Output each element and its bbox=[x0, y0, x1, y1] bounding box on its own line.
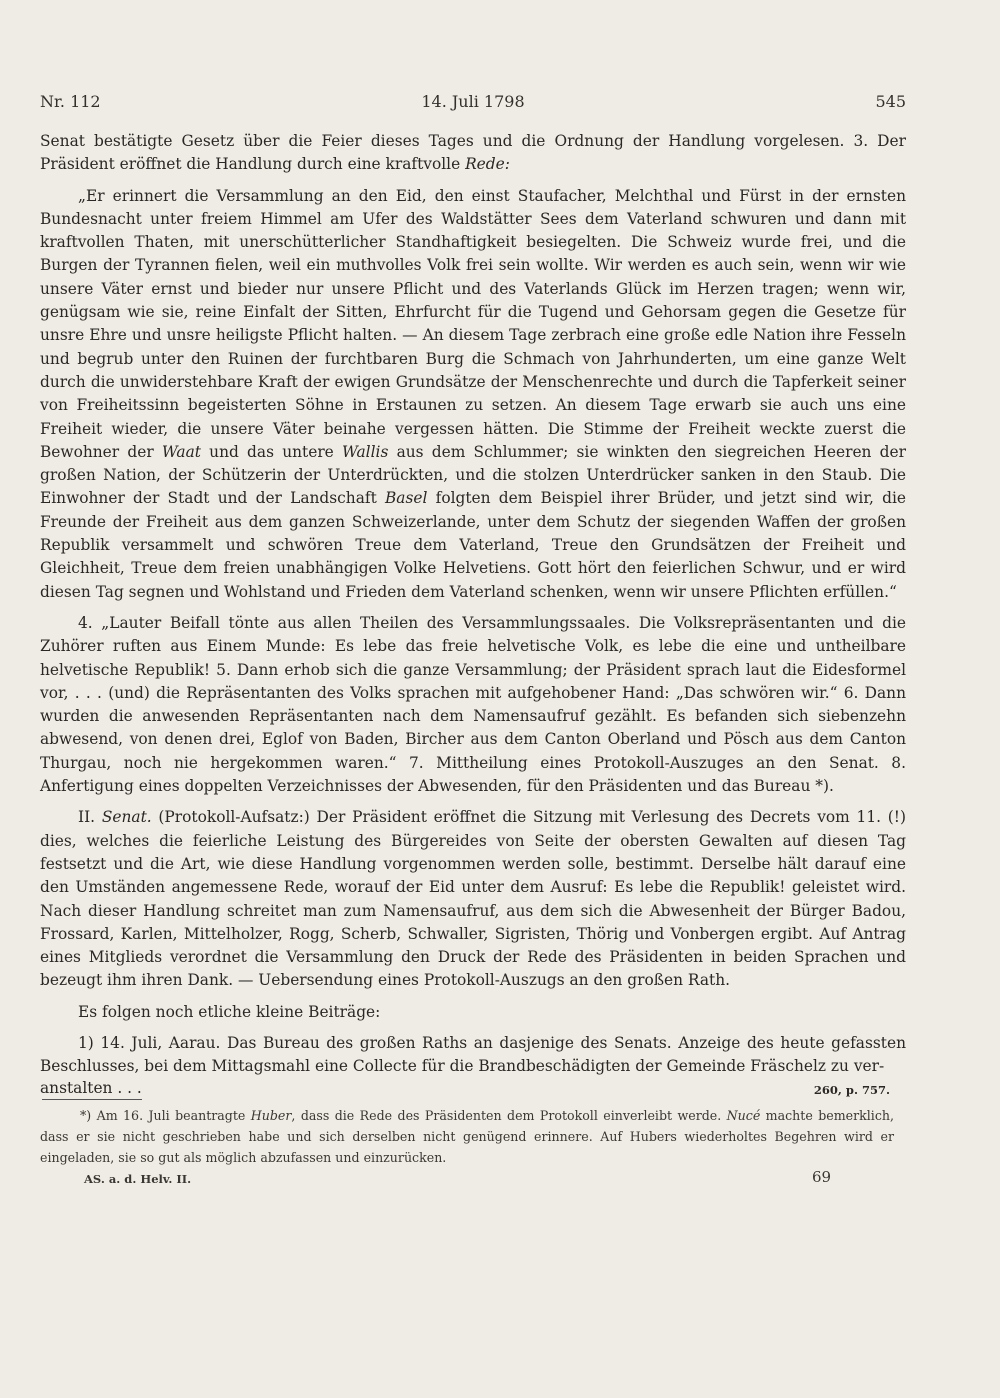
footnote bbox=[40, 1105, 894, 1168]
footnote-segment: , dass die Rede des Präsidenten dem Protokoll einverleibt werde. bbox=[291, 1108, 727, 1123]
paragraph-text: : bbox=[504, 155, 510, 174]
paragraph-text: und das untere bbox=[200, 442, 343, 461]
document-number: Nr. 112 bbox=[40, 92, 101, 111]
paragraph-beitraege: Es folgen noch etliche kleine Beiträge: bbox=[78, 1002, 381, 1021]
paragraph-item-1-end bbox=[40, 1077, 906, 1101]
paragraph-intro bbox=[40, 130, 906, 177]
emphasis-rede: Rede bbox=[465, 155, 505, 174]
body-text bbox=[40, 130, 906, 1101]
running-head bbox=[40, 92, 906, 118]
paragraph-text: Senat bestätigte Gesetz über die Feier dieses Tages und die Ordnung der Handlung vorgelesen. 3. Der Präsident eröffnet die Handlung durch eine kraftvolle bbox=[40, 132, 906, 174]
paragraph-items-4-8: 4. „Lauter Beifall tönte aus allen Theilen des Versammlungssaales. Die Volksrepräsentanten und die Zuhörer ruften aus Einem Munde: Es lebe das freie helvetische Volk, es lebe die eine und untheilbare helvetische Republik! 5. Dann erhob sich die ganze Versammlung; der Präsident sprach laut die Eidesformel vor, . . . (und) die Repräsentanten des Volks sprachen mit aufgehobener Hand: „Das schwören wir.“ 6. Dann wurden die anwesenden Repräsentanten nach dem Namensaufruf gezählt. Es befanden sich siebenzehn abwesend, von denen drei, Eglof von Baden, Bircher aus dem Canton Oberland und Pösch aus dem Canton Thurgau, noch nie hergekommen waren.“ 7. Mittheilung eines Protokoll-Auszuges an den Senat. 8. Anfertigung eines doppelten Verzeichnisses der Abwesenden, für den Präsidenten und das Bureau *). bbox=[40, 613, 906, 796]
page-number: 545 bbox=[875, 92, 906, 111]
footnote-segment: *) Am 16. Juli beantragte bbox=[80, 1108, 251, 1123]
emphasis-senat: Senat. bbox=[101, 808, 152, 827]
paragraph-text: folgten dem Beispiel ihrer Brüder, und jetzt sind wir, die Freunde der Freiheit aus dem ganzen Schweizerlande, unter dem Schutz der siegenden Waffen der großen Republik versammelt und schwören Treue dem Vaterland, Treue den Grundsätzen der Freiheit und Gleichheit, Treue dem freien unabhängigen Volke Helvetiens. Gott hört den feierlichen Schwur, und er wird diesen Tag segnen und Wohlstand und Frieden dem Vaterland schenken, wenn wir unsere Pflichten erfüllen.“ bbox=[40, 489, 906, 601]
paragraph-senat bbox=[40, 806, 906, 992]
paragraph-text: II. bbox=[78, 808, 102, 827]
document-date: 14. Juli 1798 bbox=[421, 92, 525, 111]
paragraph-speech bbox=[40, 185, 906, 604]
source-reference: 260, p. 757. bbox=[813, 1082, 890, 1097]
paragraph-text: (Protokoll-Aufsatz:) Der Präsident eröffnet die Sitzung mit Verlesung des Decrets vom 11. (!) dies, welches die feierliche Leistung des Bürgereides von Seite der obersten Gewalten auf diesen Tag festsetzt und die Art, wie diese Handlung vorgenommen werden solle, bestimmt. Derselbe hält darauf eine den Umständen angemessene Rede, worauf der Eid unter dem Ausruf: Es lebe die Republik! geleistet wird. Nach dieser Handlung schreitet man zum Namensaufruf, aus dem sich die Abwesenheit der Bürger Badou, Frossard, Karlen, Mittelholzer, Rogg, Scherb, Schwaller, Sigristen, Thörig und Vonbergen ergibt. Auf Antrag eines Mitglieds verordnet die Versammlung den Druck der Rede des Präsidenten in beiden Sprachen und bezeugt ihm ihren Dank. — Uebersendung eines Protokoll-Auszugs an den großen Rath. bbox=[40, 808, 906, 990]
paragraph-text: „Er erinnert die Versammlung an den Eid, den einst Staufacher, Melchthal und Fürst in der ernsten Bundesnacht unter freiem Himmel am Ufer des Waldstätter Sees dem Vaterland schwuren und dann mit kraftvollen Thaten, mit unerschütterlicher Standhaftigkeit besiegelten. Die Schweiz wurde frei, und die Burgen der Tyrannen fielen, weil ein muthvolles Volk frei sein wollte. Wir werden es auch sein, wenn wir wie unsere Väter ernst und bieder nur unsere Pflicht und des Vaterlands Glück im Herzen tragen; wenn wir, genügsam wie sie, reine Einfalt der Sitten, Ehrfurcht für die Tugend und Gehorsam gegen die Gesetze für unsre Ehre und unsre heiligste Pflicht halten. — An diesem Tage zerbrach eine große edle Nation ihre Fesseln und begrub unter den Ruinen der furchtbaren Burg die Schmach von Jahrhunderten, um eine ganze Welt durch die unwiderstehbare Kraft der ewigen Grundsätze der Menschenrechte und durch die Tapferkeit seiner von Freiheitssinn begeisterten Söhne in Erstaunen zu setzen. An diesem Tage erwarb sie auch uns eine Freiheit wieder, die unsere Väter beinahe vergessen hätten. Die Stimme der Freiheit weckte zuerst die Bewohner der bbox=[40, 186, 906, 461]
signature-number: 69 bbox=[812, 1168, 832, 1186]
footnote-divider bbox=[42, 1099, 142, 1100]
emphasis-basel: Basel bbox=[384, 489, 428, 508]
paragraph-item-1: 1) 14. Juli, Aarau. Das Bureau des großen Raths an dasjenige des Senats. Anzeige des heute gefassten Beschlusses, bei dem Mittagsmahl eine Collecte für die Brandbeschädigten der Gemeinde Fräschelz zu ver- bbox=[40, 1033, 906, 1076]
emphasis-waat: Waat bbox=[161, 442, 201, 461]
signature-mark: AS. a. d. Helv. II. bbox=[84, 1172, 192, 1186]
footnote-text bbox=[40, 1105, 894, 1168]
footnote-segment: machte bemerklich, dass er sie nicht geschrieben habe und sich derselben nicht genügend erinnere. Auf Hubers wiederholtes Begehren wird er eingeladen, sie so gut als möglich abzufassen und einzurücken. bbox=[40, 1108, 894, 1165]
emphasis-wallis: Wallis bbox=[342, 442, 389, 461]
paragraph-text: aus dem Schlummer; sie winkten den siegreichen Heeren der großen Nation, der Schützerin der Unterdrückten, und die stolzen Unterdrücker sanken in den Staub. Die Einwohner der Stadt und der Landschaft bbox=[40, 442, 907, 508]
emphasis-huber: Huber bbox=[250, 1108, 292, 1123]
paragraph-text: anstalten . . . bbox=[40, 1078, 142, 1097]
emphasis-nuce: Nucé bbox=[726, 1108, 761, 1123]
